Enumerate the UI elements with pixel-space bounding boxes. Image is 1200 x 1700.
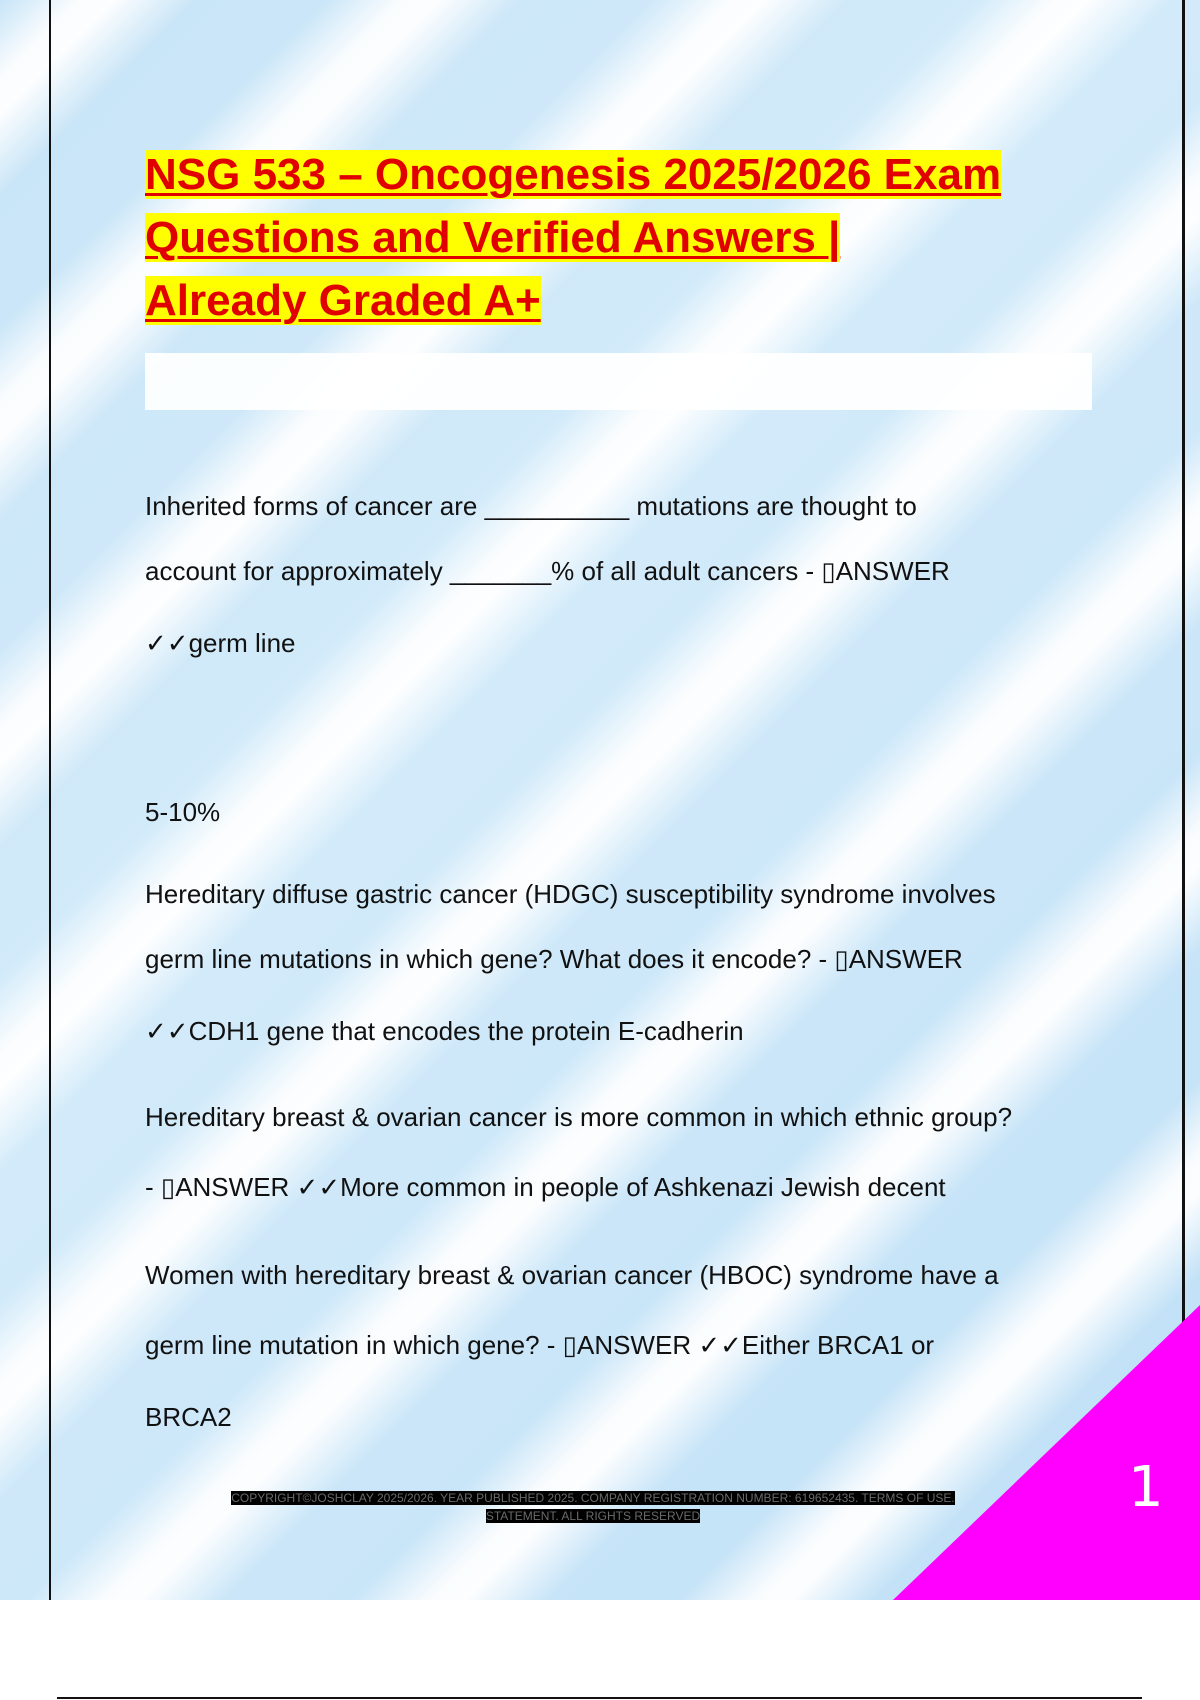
answer-line: ✓✓CDH1 gene that encodes the protein E-cadherin bbox=[145, 1016, 744, 1046]
answer-line: ✓✓germ line bbox=[145, 628, 296, 658]
page-left-border bbox=[49, 0, 51, 1600]
title-line: Questions and Verified Answers | bbox=[145, 213, 841, 262]
bottom-rule bbox=[57, 1697, 1142, 1699]
question-line: germ line mutation in which gene? - ▯ANSWER ✓✓Either BRCA1 or bbox=[145, 1330, 935, 1360]
answer-line: 5-10% bbox=[145, 797, 221, 827]
answer-line: BRCA2 bbox=[145, 1402, 232, 1432]
document-title bbox=[145, 143, 1095, 332]
title-line: Already Graded A+ bbox=[145, 276, 541, 325]
question-line: Hereditary diffuse gastric cancer (HDGC) susceptibility syndrome involves bbox=[145, 879, 996, 909]
blank-banner bbox=[145, 353, 1092, 410]
title-line: NSG 533 – Oncogenesis 2025/2026 Exam bbox=[145, 150, 1002, 199]
question-line: Hereditary breast & ovarian cancer is more common in which ethnic group? bbox=[145, 1102, 1013, 1132]
copyright-line: STATEMENT. ALL RIGHTS RESERVED bbox=[485, 1509, 701, 1523]
page-number: 1 bbox=[1128, 1455, 1164, 1520]
question-line: Women with hereditary breast & ovarian cancer (HBOC) syndrome have a bbox=[145, 1260, 999, 1290]
copyright-notice bbox=[178, 1489, 1008, 1525]
question-line: Inherited forms of cancer are __________ mutations are thought to bbox=[145, 491, 917, 521]
answer-line: - ▯ANSWER ✓✓More common in people of Ashkenazi Jewish decent bbox=[145, 1172, 946, 1202]
question-line: account for approximately _______% of all adult cancers - ▯ANSWER bbox=[145, 556, 950, 586]
question-line: germ line mutations in which gene? What does it encode? - ▯ANSWER bbox=[145, 944, 963, 974]
copyright-line: COPYRIGHT©JOSHCLAY 2025/2026. YEAR PUBLISHED 2025. COMPANY REGISTRATION NUMBER: 619652435. TERMS OF USE. bbox=[231, 1491, 955, 1505]
